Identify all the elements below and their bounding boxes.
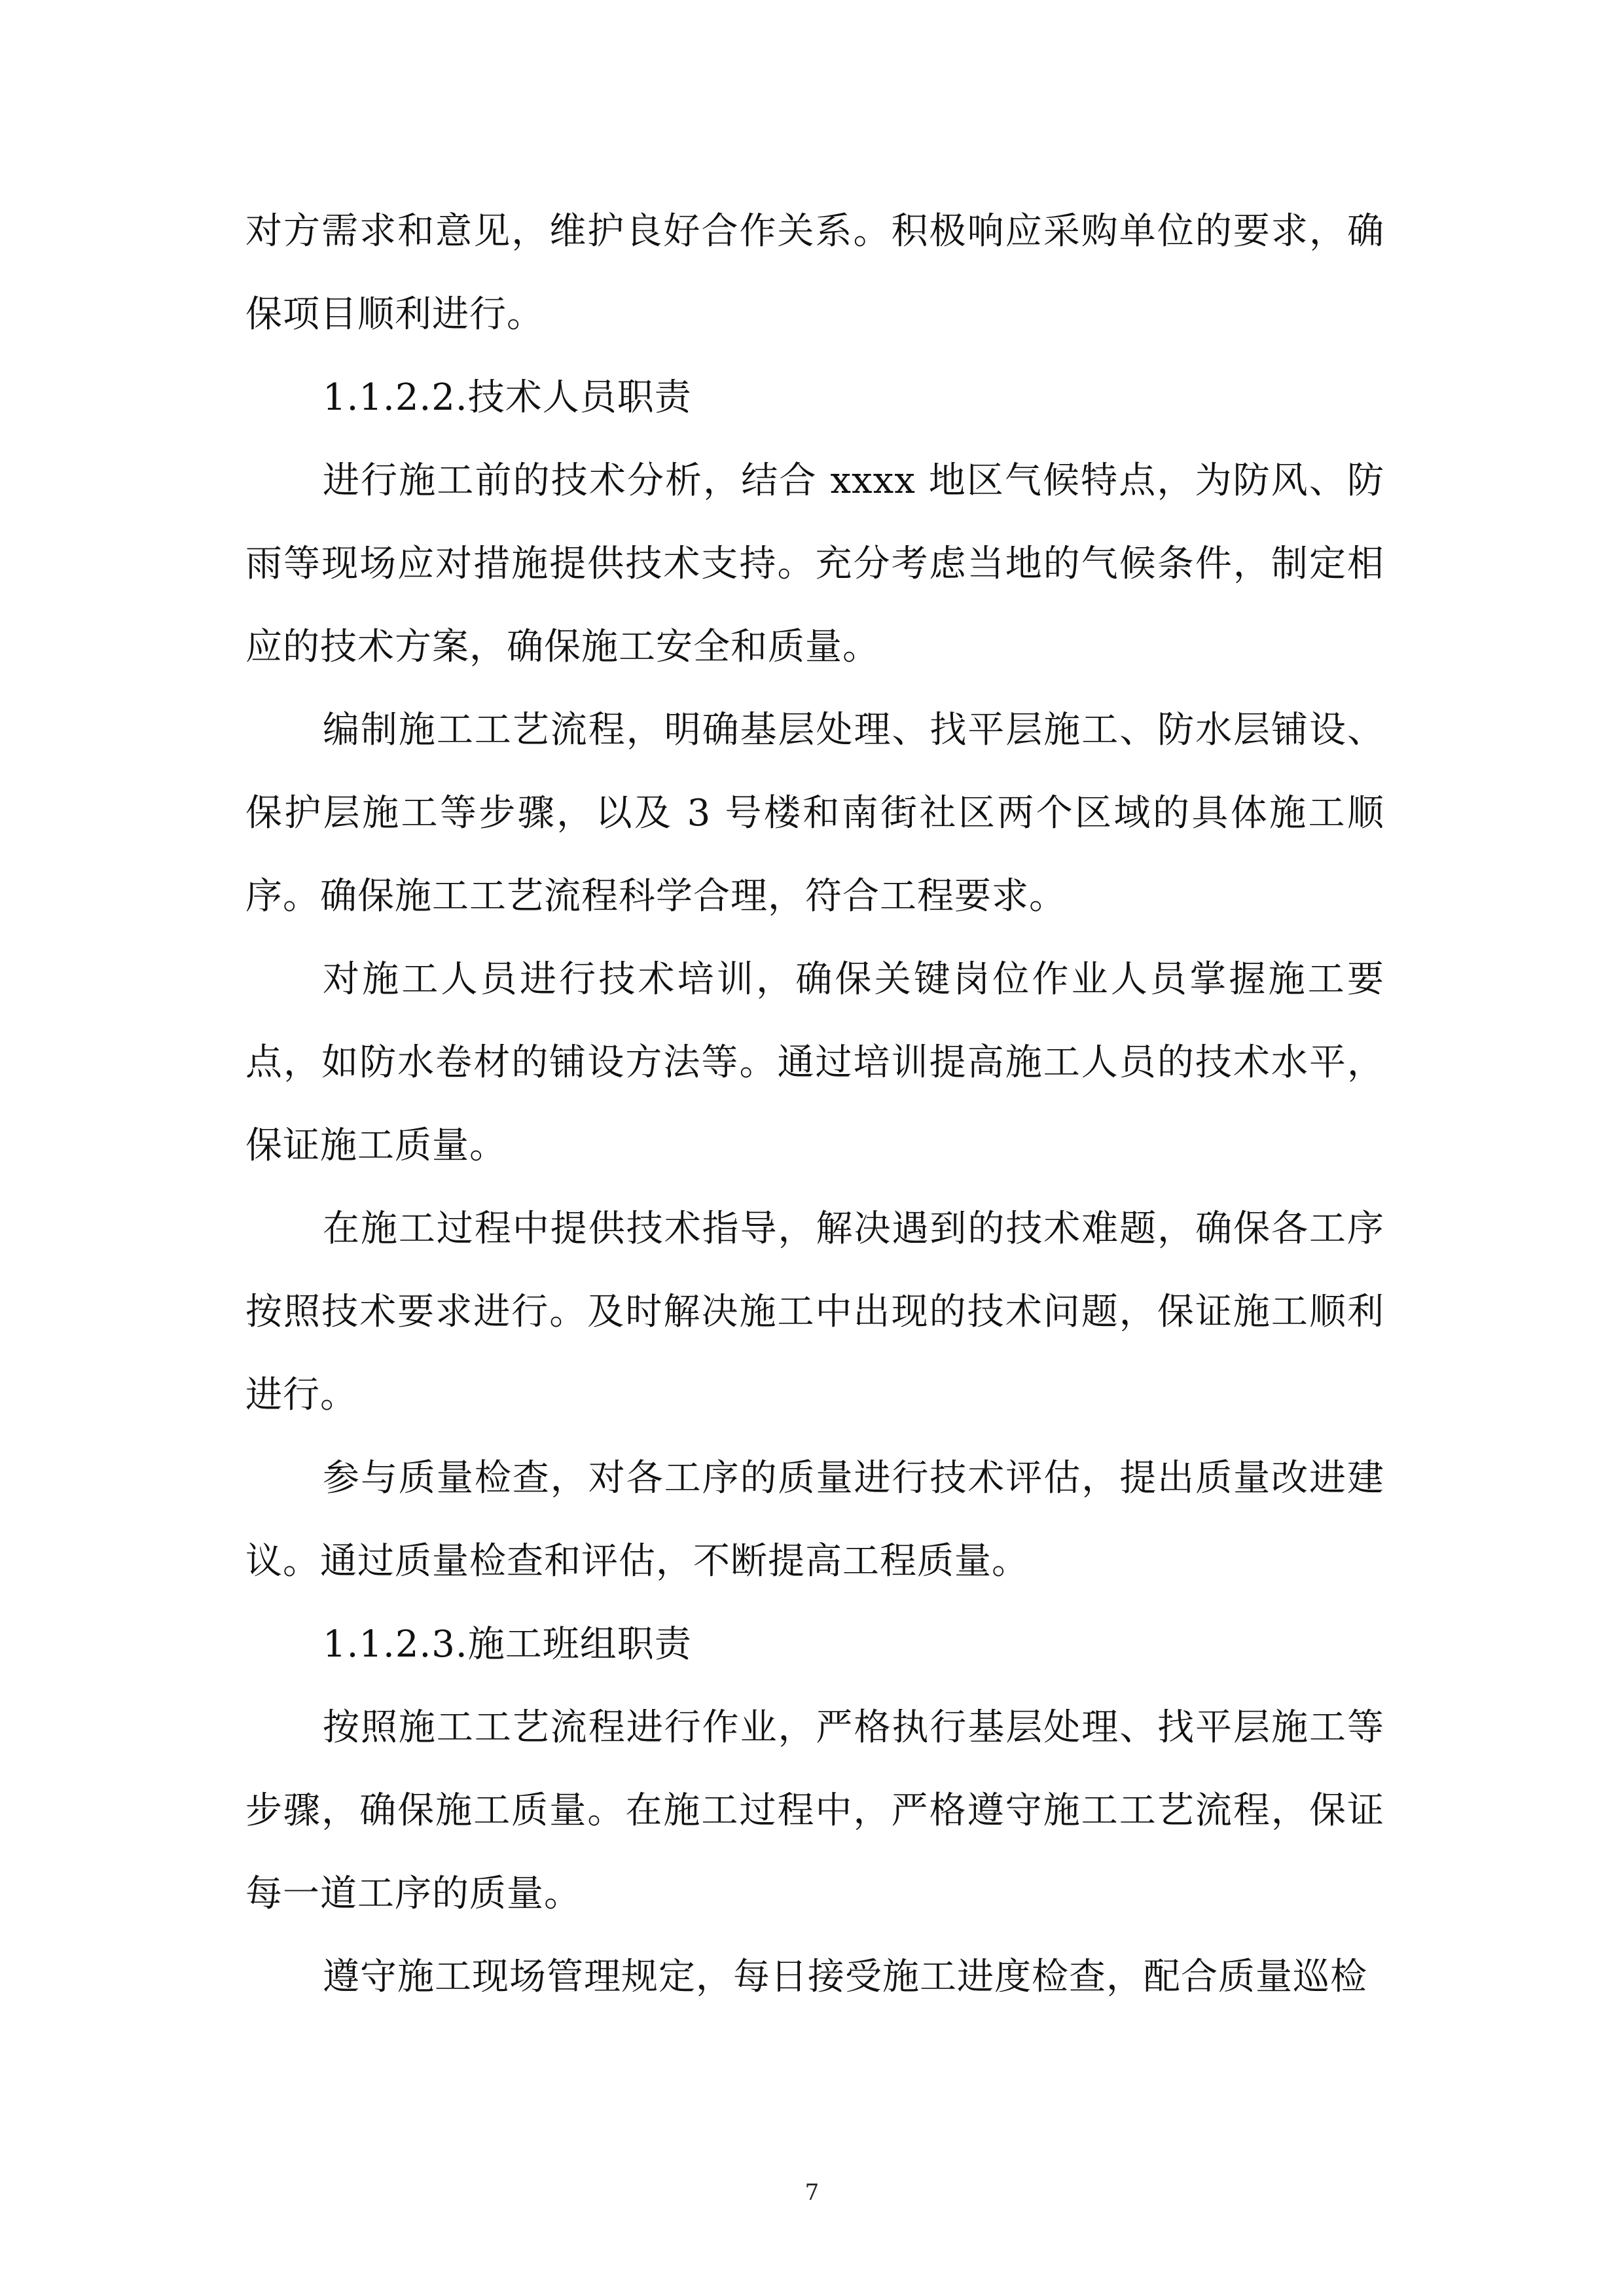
section-heading-construction-team: 1.1.2.3.施工班组职责 (323, 1623, 692, 1666)
page-number: 7 (804, 2179, 820, 2206)
paragraph-process-flow: 编制施工工艺流程，明确基层处理、找平层施工、防水层铺设、保护层施工等步骤，以及 3 号楼和南街社区两个区域的具体施工顺序。确保施工工艺流程科学合理，符合工程要求。 (245, 709, 1384, 918)
paragraph-technical-guidance: 在施工过程中提供技术指导，解决遇到的技术难题，确保各工序按照技术要求进行。及时解决施工中出现的技术问题，保证施工顺利进行。 (245, 1208, 1384, 1416)
paragraph-technical-training: 对施工人员进行技术培训，确保关键岗位作业人员掌握施工要点，如防水卷材的铺设方法等。通过培训提高施工人员的技术水平，保证施工质量。 (245, 958, 1384, 1167)
paragraph-technical-analysis: 进行施工前的技术分析，结合 xxxx 地区气候特点，为防风、防雨等现场应对措施提供技术支持。充分考虑当地的气候条件，制定相应的技术方案，确保施工安全和质量。 (245, 459, 1384, 668)
paragraph-site-management: 遵守施工现场管理规定，每日接受施工进度检查，配合质量巡检 (323, 1956, 1367, 1998)
paragraph-continuation: 对方需求和意见，维护良好合作关系。积极响应采购单位的要求，确保项目顺利进行。 (245, 210, 1384, 336)
section-heading-technical-staff: 1.1.2.2.技术人员职责 (323, 376, 692, 419)
paragraph-quality-inspection: 参与质量检查，对各工序的质量进行技术评估，提出质量改进建议。通过质量检查和评估，不断提高工程质量。 (245, 1457, 1384, 1583)
paragraph-team-operation: 按照施工工艺流程进行作业，严格执行基层处理、找平层施工等步骤，确保施工质量。在施工过程中，严格遵守施工工艺流程，保证每一道工序的质量。 (245, 1706, 1384, 1915)
document-body (245, 190, 1384, 2018)
